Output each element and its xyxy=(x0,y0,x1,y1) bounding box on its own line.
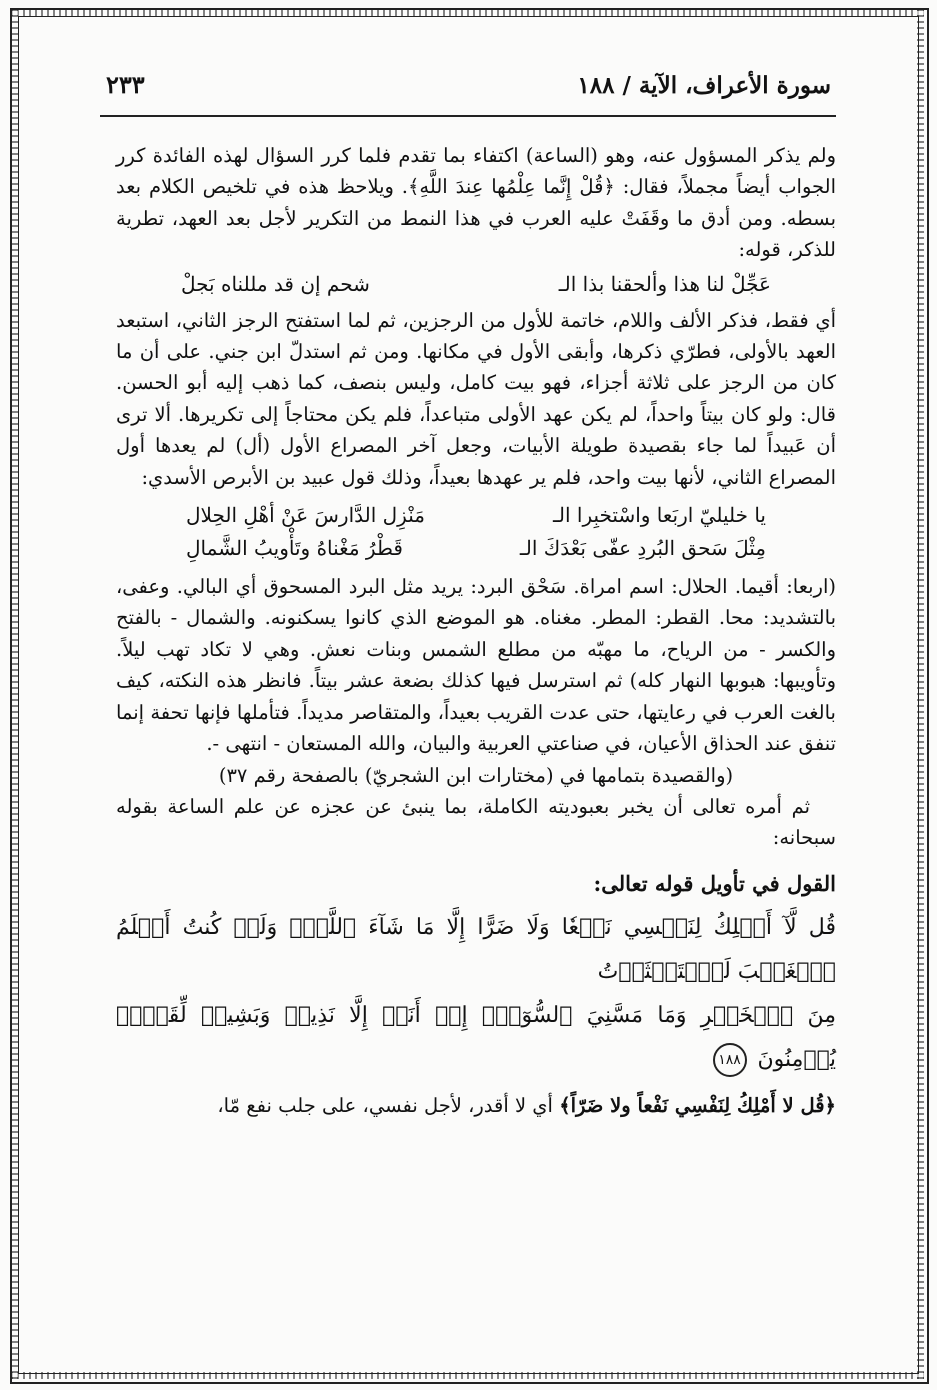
poem-hemistich-left: قَطْرُ مَغْناهُ وتَأْويبُ الشَّمالِ xyxy=(186,536,403,561)
quran-verse-line-2 xyxy=(116,994,836,1082)
page-number: ٢٣٣ xyxy=(106,70,145,99)
ayah-number-marker: ١٨٨ xyxy=(713,1043,747,1077)
running-header-title: سورة الأعراف، الآية / ١٨٨ xyxy=(577,72,831,99)
poem-line xyxy=(186,532,766,565)
verse-rajaz xyxy=(181,268,771,301)
verse-hemistich-right: عَجِّلْ لنا هذا وألحقنا بذا الـ xyxy=(558,271,771,296)
paragraph-2: أي فقط، فذكر الألف واللام، خاتمة للأول من الرجزين، ثم لما استفتح الرجز الثاني، استبعد العهد بالأولى، فطرّي ذكرها، وأبقى الأول في مكانها. ومن ثم استدلّ ابن جني. على أن ما كان من الرجز على ثلاثة أجزاء، فهو بيت كامل، وليس بنصف، كما ذهب إليه أبو الحسن. قال: ولو كان بيتاً واحداً، لم يكن عهد الأولى متباعداً، فلم يكن محتاجاً إلى تكريرها. ألا ترى أن عَبيداً لما جاء بقصيدة طويلة الأبيات، وجعل آخر المصراع الأول (أل) لم يعدها أول المصراع الثاني، لأنها بيت واحد، فلم ير عهدها بعيداً، وذلك قول عبيد بن الأبرص الأسدي: xyxy=(116,308,836,489)
paragraph-4: ثم أمره تعالى أن يخبر بعبوديته الكاملة، بما ينبئ عن عجزه عن علم الساعة بقوله سبحانه: xyxy=(116,794,836,850)
quran-verse-line-2-text: مِنَ ٱلۡخَيۡرِ وَمَا مَسَّنِيَ ٱلسُّوٓءُۚ إِنۡ أَنَا۠ إِلَّا نَذِيرٞ وَبَشِيرٞ لِّقَوۡمٖ يُؤۡمِنُونَ xyxy=(116,1002,836,1072)
header-divider xyxy=(100,115,836,117)
poem-line xyxy=(186,499,766,532)
quoted-verse: ﴿قُل لا أَمْلِكُ لِنَفْسِي نَفْعاً ولا ضَرّاً﴾ xyxy=(559,1093,836,1117)
verse-hemistich-left: شحم إن قد مللناه بَجلْ xyxy=(181,271,370,296)
poem-abid xyxy=(186,499,766,565)
poem-hemistich-left: مَنْزِل الدَّارسَ عَنْ أهْلِ الحِلال xyxy=(186,503,425,528)
quran-verse-line-1: قُل لَّآ أَمۡلِكُ لِنَفۡسِي نَفۡعٗا وَلَا ضَرًّا إِلَّا مَا شَآءَ ٱللَّهُۚ وَلَوۡ كُنتُ أَعۡلَمُ ٱلۡغَيۡبَ لَٱسۡتَكۡثَرۡتُ xyxy=(116,914,836,984)
paragraph-3: (اربعا: أقيما. الحلال: اسم امراة. سَحْق البرد: يريد مثل البرد المسحوق أي البالي. وعفى، بالتشديد: محا. القطر: المطر. مغناه. هو الموضع الذي كانوا يسكنونه. والشمال - بالفتح والكسر - من الرياح، ما مهبّه من مطلع الشمس وبنات نعش. وهي لا تكاد تهب ليلاً. وتأويبها: هبوبها النهار كله) ثم استرسل فيها كذلك بضعة عشر بيتاً. فانظر هذه النكته، كيف بالغت العرب في رعايتها، حتى عدت القريب بعيداً، والمتقاصر مديداً. فتأملها فإنها تحفة إنما تنفق عند الحذاق الأعيان، في صناعتي العربية والبيان، والله المستعان - انتهى -. xyxy=(116,575,836,756)
poem-hemistich-right: يا خليليّ اربَعا واسْتخبِرا الـ xyxy=(553,503,766,528)
poem-hemistich-right: مِثْلَ سَحق البُردِ عفّى بَعْدَكَ الـ xyxy=(519,536,766,561)
paragraph-1: ولم يذكر المسؤول عنه، وهو (الساعة) اكتفاء بما تقدم فلما كرر السؤال لهذه الفائدة كرر الجواب أيضاً مجملاً، فقال: ﴿قُلْ إِنَّما عِلْمُها عِندَ اللَّهِ﴾. ويلاحظ هذه في تلخيص الكلام بعد بسطه. ومن أدق ما وقَفَتْ عليه العرب في هذا النمط من التكرير لأجل بعد العهد، تطرية للذكر، قوله: xyxy=(116,144,836,262)
paragraph-5 xyxy=(116,1090,836,1121)
page-body xyxy=(116,140,836,1121)
footnote-reference: (والقصيدة بتمامها في (مختارات ابن الشجريّ) بالصفحة رقم ٣٧) xyxy=(218,763,734,787)
commentary-text: أي لا أقدر، لأجل نفسي، على جلب نفع مّا، xyxy=(217,1093,553,1117)
section-heading: القول في تأويل قوله تعالى: xyxy=(593,870,836,896)
